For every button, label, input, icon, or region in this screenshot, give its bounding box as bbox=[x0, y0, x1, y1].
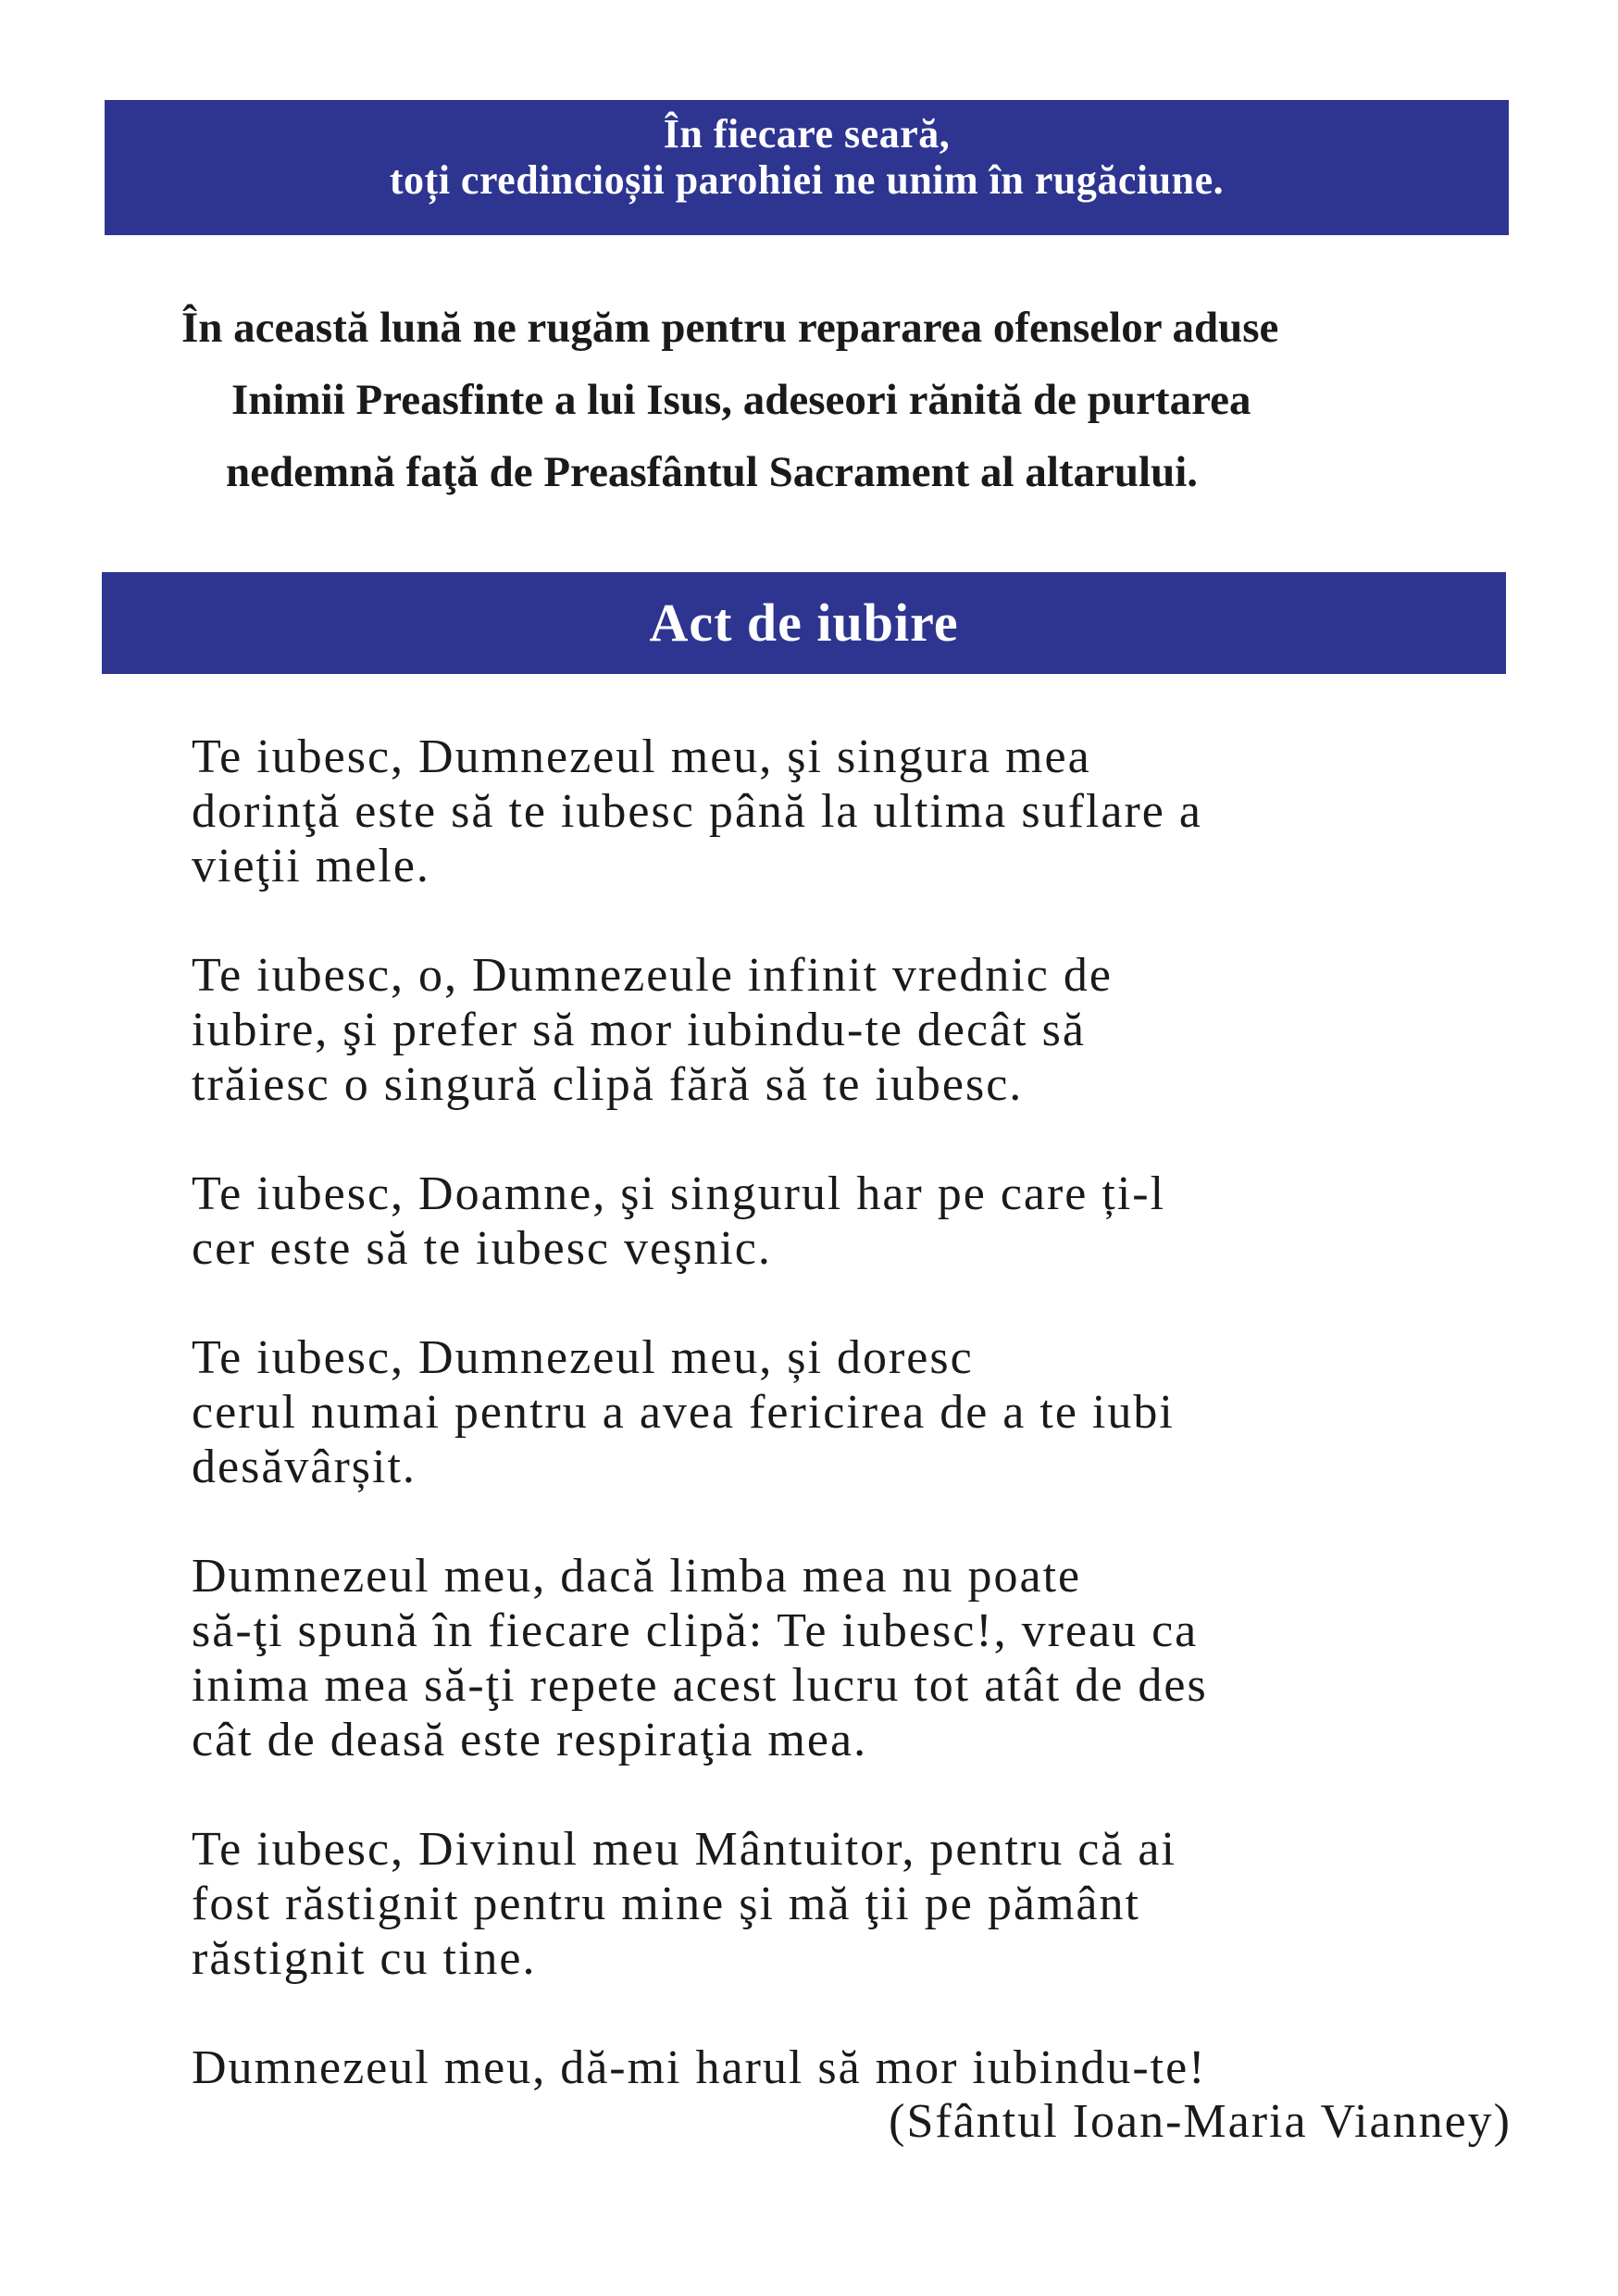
prayer-line: cât de deasă este respiraţia mea. bbox=[192, 1714, 868, 1766]
intention-line: nedemnă faţă de Preasfântul Sacrament al altarului. bbox=[226, 448, 1199, 496]
prayer-line: să-ţi spună în fiecare clipă: Te iubesc!, vreau ca bbox=[192, 1604, 1199, 1657]
attribution: (Sfântul Ioan-Maria Vianney) bbox=[889, 2095, 1512, 2148]
header-banner-line: toți credincioșii parohiei ne unim în rugăciune. bbox=[389, 157, 1225, 203]
prayer-title-banner bbox=[102, 572, 1506, 674]
prayer-line: vieţii mele. bbox=[192, 840, 430, 892]
prayer-line: cer este să te iubesc veşnic. bbox=[192, 1222, 772, 1275]
prayer-line: răstignit cu tine. bbox=[192, 1932, 537, 1985]
prayer-line: iubire, şi prefer să mor iubindu-te decât să bbox=[192, 1004, 1086, 1056]
prayer-line: Dumnezeul meu, dă-mi harul să mor iubindu-te! bbox=[192, 2041, 1207, 2094]
header-banner-line: În fiecare seară, bbox=[663, 111, 951, 156]
prayer-line: Te iubesc, Divinul meu Mântuitor, pentru că ai bbox=[192, 1823, 1176, 1876]
prayer-stanza bbox=[192, 948, 1534, 1112]
prayer-stanza bbox=[192, 1167, 1534, 1276]
prayer-line: Te iubesc, Doamne, şi singurul har pe care ți-l bbox=[192, 1167, 1166, 1220]
prayer-line: dorinţă este să te iubesc până la ultima suflare a bbox=[192, 785, 1202, 838]
prayer-line: Te iubesc, o, Dumnezeule infinit vrednic de bbox=[192, 949, 1113, 1002]
prayer-line: inima mea să-ţi repete acest lucru tot atât de des bbox=[192, 1659, 1208, 1712]
prayer-stanza bbox=[192, 1330, 1534, 1494]
monthly-intention bbox=[139, 292, 1509, 508]
intention-line: În această lună ne rugăm pentru repararea ofenselor aduse bbox=[181, 304, 1279, 352]
prayer-line: fost răstignit pentru mine şi mă ţii pe pământ bbox=[192, 1878, 1140, 1930]
prayer-line: cerul numai pentru a avea fericirea de a te iubi bbox=[192, 1386, 1175, 1439]
intention-line: Inimii Preasfinte a lui Isus, adeseori rănită de purtarea bbox=[231, 376, 1251, 424]
prayer-stanza bbox=[192, 2040, 1534, 2095]
prayer-line: trăiesc o singură clipă fără să te iubesc. bbox=[192, 1058, 1024, 1111]
prayer-line: desăvârșit. bbox=[192, 1441, 417, 1493]
prayer-line: Te iubesc, Dumnezeul meu, şi singura mea bbox=[192, 730, 1091, 783]
prayer-stanza bbox=[192, 730, 1534, 893]
prayer-body bbox=[192, 730, 1534, 2150]
prayer-title: Act de iubire bbox=[649, 593, 959, 653]
prayer-stanza bbox=[192, 1822, 1534, 1986]
prayer-line: Dumnezeul meu, dacă limba mea nu poate bbox=[192, 1550, 1082, 1603]
header-banner bbox=[105, 100, 1509, 235]
prayer-line: Te iubesc, Dumnezeul meu, și doresc bbox=[192, 1331, 974, 1384]
prayer-stanza bbox=[192, 1549, 1534, 1767]
